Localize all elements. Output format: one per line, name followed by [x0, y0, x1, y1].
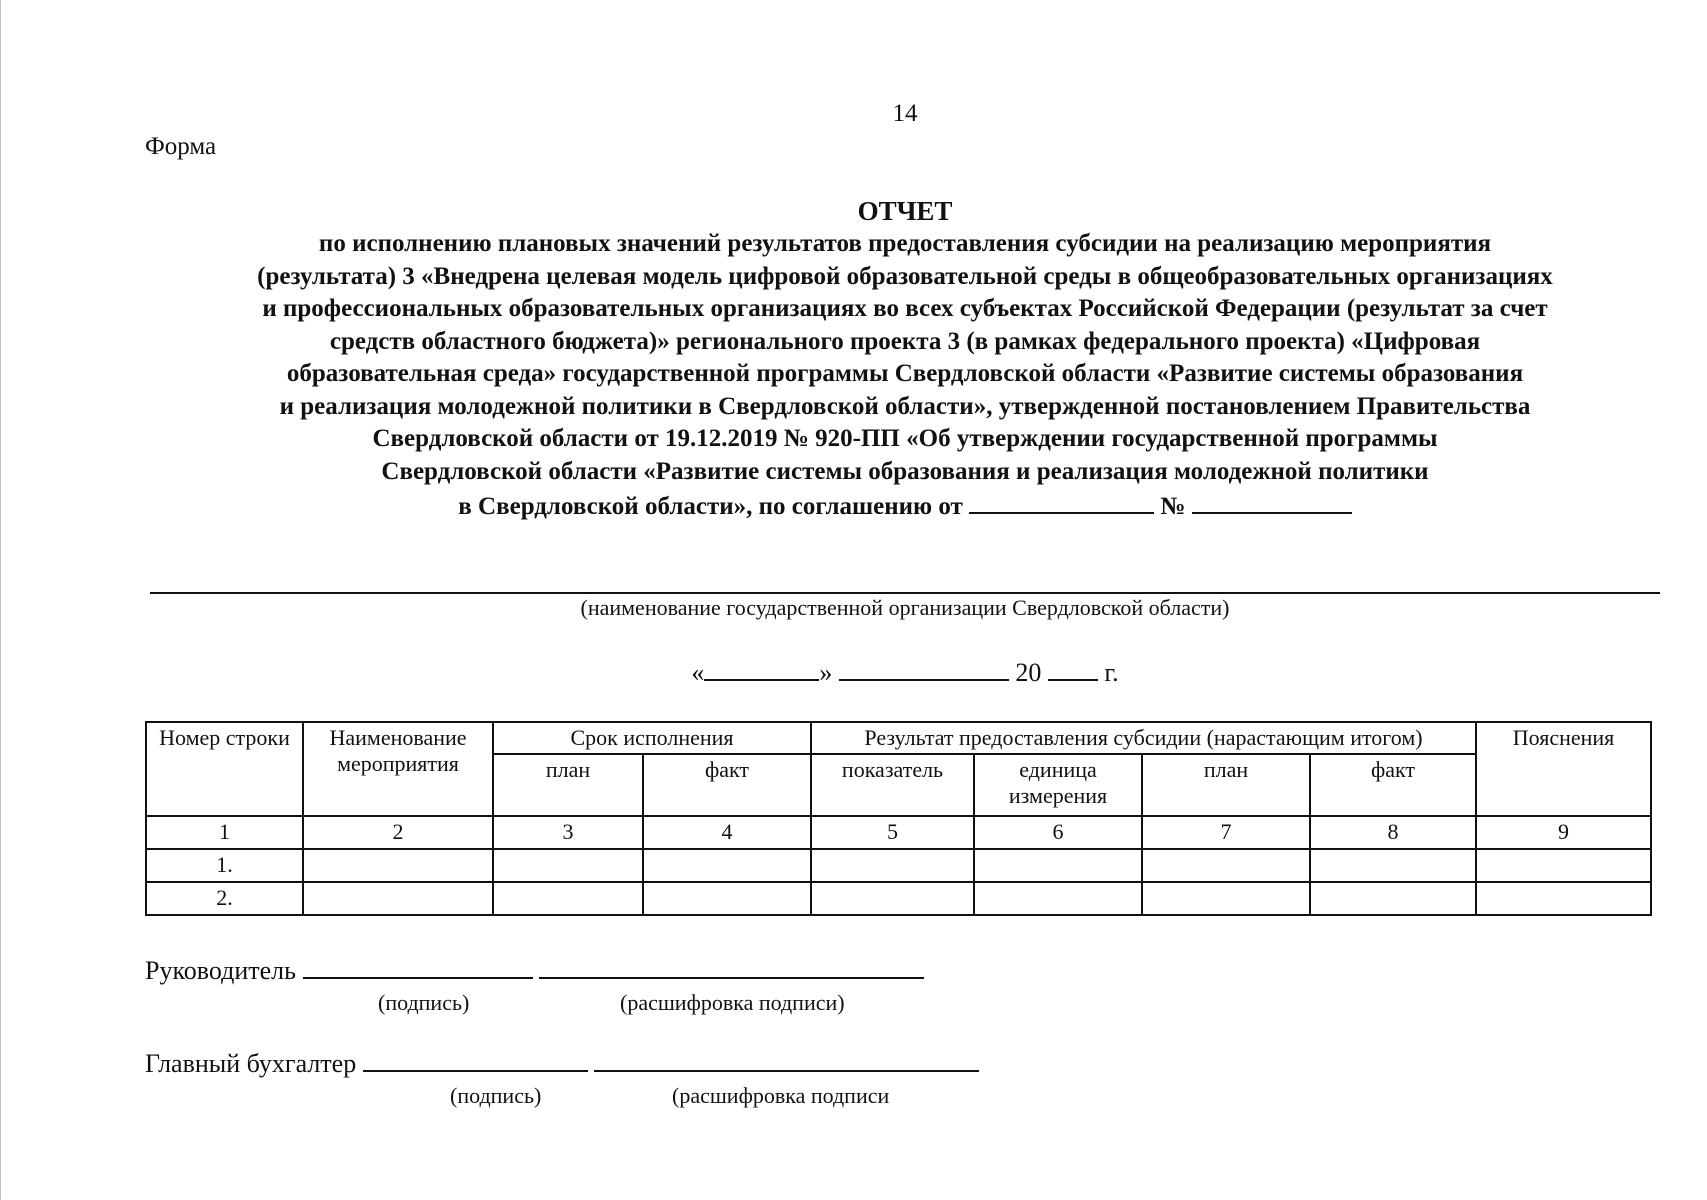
- agreement-number-blank[interactable]: [1192, 488, 1352, 514]
- organization-name-caption: (наименование государственной организации Свердловской области): [580, 595, 1230, 620]
- table-cell[interactable]: [1476, 849, 1651, 882]
- year-blank[interactable]: [1048, 657, 1098, 681]
- row-number-cell: 1.: [146, 849, 303, 882]
- report-title: ОТЧЕТ: [857, 196, 953, 226]
- subtitle-line: по исполнению плановых значений результатов предоставления субсидии на реализацию мероприятия: [318, 230, 1492, 257]
- date-open-quote: «: [691, 658, 705, 687]
- subtitle-line: и профессиональных образовательных организациях во всех субъектах Российской Федерации (результат за счет: [262, 295, 1548, 322]
- header-indicator: показатель: [811, 754, 974, 816]
- column-number: 5: [811, 816, 974, 849]
- header-result-plan: план: [1142, 754, 1310, 816]
- accountant-signature-blank[interactable]: [363, 1048, 588, 1072]
- accountant-decoding-caption: (расшифровка подписи: [672, 1083, 890, 1108]
- header-plan: план: [493, 754, 643, 816]
- header-unit: единица измерения: [974, 754, 1142, 816]
- table-cell[interactable]: [1310, 849, 1476, 882]
- table-cell[interactable]: [1310, 882, 1476, 915]
- column-number: 2: [303, 816, 493, 849]
- column-number: 7: [1142, 816, 1310, 849]
- table-cell[interactable]: [1142, 882, 1310, 915]
- head-label: Руководитель: [145, 956, 296, 985]
- column-number: 1: [146, 816, 303, 849]
- subtitle-line: образовательная среда» государственной программы Свердловской области «Развитие системы образования: [286, 360, 1524, 387]
- day-blank[interactable]: [704, 657, 819, 681]
- column-number: 6: [974, 816, 1142, 849]
- month-blank[interactable]: [839, 657, 1009, 681]
- page-number: 14: [892, 100, 918, 127]
- table-cell[interactable]: [811, 849, 974, 882]
- subtitle-line: средств областного бюджета)» регионального проекта 3 (в рамках федерального проекта) «Цифровая: [329, 327, 1481, 355]
- head-decoding-caption: (расшифровка подписи): [620, 990, 845, 1015]
- subtitle-last-line: [140, 488, 1670, 524]
- report-title-block: [140, 194, 1670, 524]
- report-table: [145, 721, 1652, 916]
- table-cell[interactable]: [493, 849, 643, 882]
- accountant-label: Главный бухгалтер: [145, 1049, 357, 1078]
- year-suffix: г.: [1104, 658, 1119, 687]
- header-event-name: Наименование мероприятия: [303, 722, 493, 816]
- table-cell[interactable]: [811, 882, 974, 915]
- column-number-row: [146, 816, 1651, 849]
- table-cell[interactable]: [303, 882, 493, 915]
- organization-name-line[interactable]: [150, 592, 1660, 594]
- subtitle-line: и реализация молодежной политики в Свердловской области», утвержденной постановлением Правительства: [279, 392, 1531, 420]
- number-sign: №: [1160, 493, 1186, 520]
- page-edge-line: [0, 0, 1, 1200]
- date-close-quote: »: [819, 658, 833, 687]
- subtitle-line: Свердловской области от 19.12.2019 № 920-ПП «Об утверждении государственной программы: [372, 425, 1438, 452]
- head-signature-line: [145, 955, 924, 986]
- table-cell[interactable]: [643, 849, 811, 882]
- subtitle-line: (результата) 3 «Внедрена целевая модель цифровой образовательной среды в общеобразовательных организациях: [257, 262, 1553, 290]
- header-deadline: Срок исполнения: [493, 722, 811, 754]
- form-label: Форма: [145, 133, 217, 160]
- column-number: 3: [493, 816, 643, 849]
- table-row: [146, 849, 1651, 882]
- accountant-decoding-blank[interactable]: [594, 1048, 979, 1072]
- row-number-cell: 2.: [146, 882, 303, 915]
- head-decoding-blank[interactable]: [539, 955, 924, 979]
- header-result: Результат предоставления субсидии (нарастающим итогом): [811, 722, 1476, 754]
- head-signature-blank[interactable]: [303, 955, 533, 979]
- accountant-signature-caption: (подпись): [450, 1083, 542, 1108]
- year-prefix: 20: [1015, 658, 1042, 687]
- accountant-signature-line: [145, 1048, 979, 1079]
- header-result-fact: факт: [1310, 754, 1476, 816]
- table-cell[interactable]: [974, 882, 1142, 915]
- agreement-text: в Свердловской области», по соглашению от: [458, 493, 963, 520]
- table-header-row: [146, 722, 1651, 754]
- table-cell[interactable]: [303, 849, 493, 882]
- report-date: [150, 657, 1660, 688]
- header-row-number: Номер строки: [146, 722, 303, 816]
- subtitle-line: Свердловской области «Развитие системы образования и реализация молодежной политики: [381, 457, 1429, 485]
- table-cell[interactable]: [643, 882, 811, 915]
- agreement-date-blank[interactable]: [969, 488, 1154, 514]
- table-row: [146, 882, 1651, 915]
- head-signature-caption: (подпись): [378, 990, 470, 1015]
- table-cell[interactable]: [1476, 882, 1651, 915]
- table-cell[interactable]: [1142, 849, 1310, 882]
- table-cell[interactable]: [974, 849, 1142, 882]
- table-cell[interactable]: [493, 882, 643, 915]
- column-number: 8: [1310, 816, 1476, 849]
- header-notes: Пояснения: [1476, 722, 1651, 816]
- column-number: 4: [643, 816, 811, 849]
- column-number: 9: [1476, 816, 1651, 849]
- header-fact: факт: [643, 754, 811, 816]
